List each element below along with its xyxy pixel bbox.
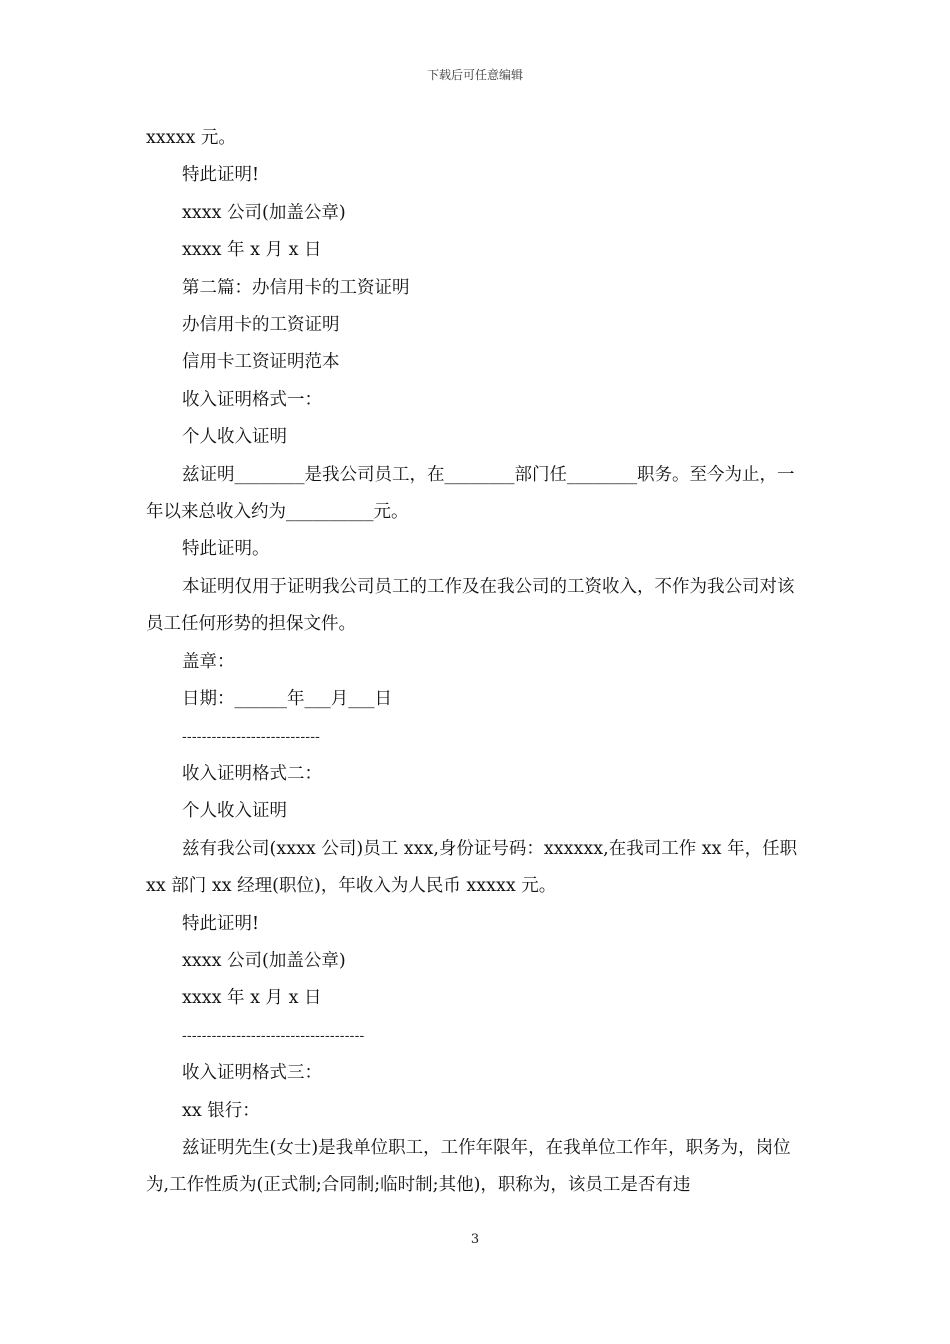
paragraph-format-two-body: 兹有我公司(xxxx 公司)员工 xxx,身份证号码：xxxxxx,在我司工作 xx 年，任职 xx 部门 xx 经理(职位)，年收入为人民币 xxxxx 元。 [146,838,798,897]
paragraph-date-blank: 日期：______年___月___日 [182,689,392,710]
paragraph-title-credit-card: 办信用卡的工资证明 [182,315,340,336]
paragraph-certify-2: 特此证明。 [182,539,270,560]
section-heading-2: 第二篇：办信用卡的工资证明 [182,277,410,298]
personal-income-title-2: 个人收入证明 [182,801,287,822]
divider-line-2: ------------------------------------- [182,1027,365,1044]
format-one-heading: 收入证明格式一： [182,389,322,410]
paragraph-disclaimer: 本证明仅用于证明我公司员工的工作及在我公司的工资收入，不作为我公司对该员工任何形势的担保文件。 [146,576,795,635]
paragraph-date-2: xxxx 年 x 月 x 日 [182,988,322,1009]
paragraph-template-title: 信用卡工资证明范本 [182,352,340,373]
personal-income-title-1: 个人收入证明 [182,427,287,448]
page-header: 下载后可任意编辑 [426,68,523,82]
paragraph-date-1: xxxx 年 x 月 x 日 [182,240,322,261]
paragraph-format-three-body: 兹证明先生(女士)是我单位职工，工作年限年，在我单位工作年，职务为，岗位为,工作性质为(正式制;合同制;临时制;其他)，职称为，该员工是否有违 [146,1137,791,1196]
paragraph-amount-end: xxxxx 元。 [146,128,236,148]
paragraph-certify-3: 特此证明! [182,913,260,934]
paragraph-certify-1: 特此证明! [182,165,260,186]
paragraph-bank-address: xx 银行： [182,1100,260,1121]
paragraph-company-seal-1: xxxx 公司(加盖公章) [182,202,346,223]
paragraph-format-one-body: 兹证明________是我公司员工，在________部门任________职务。至今为止，一年以来总收入约为__________元。 [146,464,795,523]
divider-line-1: ---------------------------- [182,728,321,745]
format-three-heading: 收入证明格式三： [182,1063,322,1084]
page-number: 3 [470,1232,480,1247]
document-body [146,120,808,1205]
paragraph-company-seal-2: xxxx 公司(加盖公章) [182,950,346,971]
paragraph-seal-label: 盖章： [182,651,235,672]
format-two-heading: 收入证明格式二： [182,763,322,784]
